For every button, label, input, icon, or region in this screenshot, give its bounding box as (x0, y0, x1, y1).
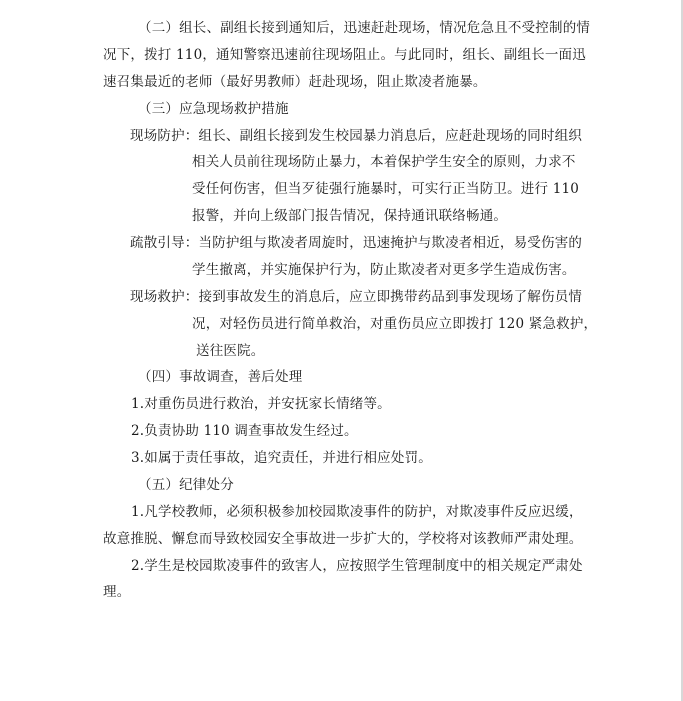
text-line: 故意推脱、懈怠而导致校园安全事故进一步扩大的，学校将对该教师严肃处理。 (103, 531, 583, 547)
text-line: 理。 (103, 584, 131, 600)
text-line: 送往医院。 (196, 343, 265, 359)
text-line: 疏散引导：当防护组与欺凌者周旋时，迅速掩护与欺凌者相近，易受伤害的 (130, 235, 583, 251)
section-heading: （四）事故调查，善后处理 (138, 369, 303, 385)
text-line: 相关人员前往现场防止暴力，本着保护学生安全的原则，力求不 (192, 154, 576, 170)
text-line: 报警，并向上级部门报告情况，保持通讯联络畅通。 (192, 208, 508, 224)
text-line: 学生撤离，并实施保护行为，防止欺凌者对更多学生造成伤害。 (192, 262, 576, 278)
text-line: 况，对轻伤员进行简单救治，对重伤员应立即拨打 120 紧急救护， (192, 316, 598, 332)
section-heading: （五）纪律处分 (138, 477, 234, 493)
text-line: 况下，拨打 110，通知警察迅速前往现场阻止。与此同时，组长、副组长一面迅 (103, 47, 586, 63)
text-line: 现场救护：接到事故发生的消息后，应立即携带药品到事发现场了解伤员情 (130, 289, 583, 305)
text-line: 现场防护：组长、副组长接到发生校园暴力消息后，应赶赴现场的同时组织 (130, 128, 583, 144)
text-line: 3.如属于责任事故，追究责任，并进行相应处罚。 (131, 450, 432, 466)
text-line: 2.负责协助 110 调查事故发生经过。 (131, 423, 358, 439)
text-line: 受任何伤害，但当歹徒强行施暴时，可实行正当防卫。进行 110 (192, 181, 580, 197)
section-heading: （三）应急现场救护措施 (138, 101, 289, 117)
text-line: 1.凡学校教师，必须积极参加校园欺凌事件的防护，对欺凌事件反应迟缓， (131, 504, 583, 520)
text-line: 2.学生是校园欺凌事件的致害人，应按照学生管理制度中的相关规定严肃处 (131, 558, 583, 574)
text-line: （二）组长、副组长接到通知后，迅速赶赴现场，情况危急且不受控制的情 (138, 20, 591, 36)
text-line: 1.对重伤员进行救治，并安抚家长情绪等。 (131, 396, 391, 412)
text-line: 速召集最近的老师（最好男教师）赶赴现场，阻止欺凌者施暴。 (103, 74, 487, 90)
